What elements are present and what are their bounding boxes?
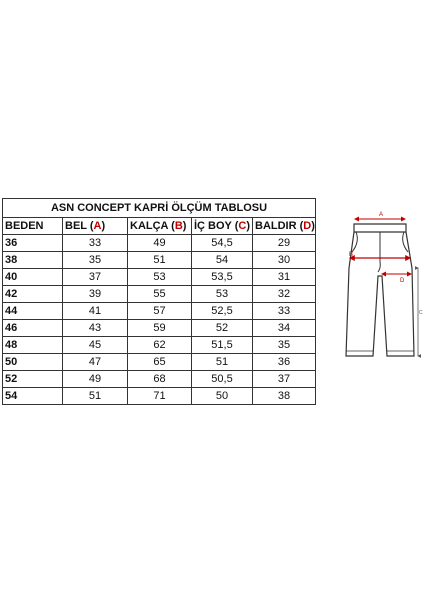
measurement-cell: 33 — [63, 235, 128, 252]
label-d: D — [400, 278, 405, 284]
measurement-cell: 47 — [63, 354, 128, 371]
size-cell: 50 — [3, 354, 63, 371]
measurement-cell: 35 — [253, 337, 316, 354]
table-title: ASN CONCEPT KAPRİ ÖLÇÜM TABLOSU — [3, 199, 316, 218]
label-b: B — [349, 252, 354, 258]
measurement-cell: 50,5 — [192, 371, 253, 388]
measurement-cell: 52 — [192, 320, 253, 337]
measurement-cell: 49 — [128, 235, 192, 252]
header-kalca: KALÇA (B) — [128, 218, 192, 235]
measurement-cell: 37 — [253, 371, 316, 388]
size-cell: 52 — [3, 371, 63, 388]
table-row — [3, 371, 316, 388]
size-cell: 42 — [3, 286, 63, 303]
size-cell: 46 — [3, 320, 63, 337]
table-row — [3, 354, 316, 371]
measurement-cell: 51 — [128, 252, 192, 269]
measurement-cell: 53 — [128, 269, 192, 286]
measurement-cell: 53 — [192, 286, 253, 303]
measurement-cell: 62 — [128, 337, 192, 354]
size-cell: 44 — [3, 303, 63, 320]
measurement-cell: 43 — [63, 320, 128, 337]
size-cell: 38 — [3, 252, 63, 269]
measurement-cell: 31 — [253, 269, 316, 286]
table-row — [3, 269, 316, 286]
measurement-cell: 30 — [253, 252, 316, 269]
label-c: C — [419, 310, 423, 316]
table-row — [3, 252, 316, 269]
table-body — [3, 235, 316, 405]
measurement-cell: 38 — [253, 388, 316, 405]
measurement-cell: 54 — [192, 252, 253, 269]
capri-pants-diagram — [338, 206, 424, 378]
measurement-cell: 59 — [128, 320, 192, 337]
measurement-cell: 37 — [63, 269, 128, 286]
header-beden: BEDEN — [3, 218, 63, 235]
measurement-cell: 29 — [253, 235, 316, 252]
header-bel: BEL (A) — [63, 218, 128, 235]
header-ic-boy: İÇ BOY (C) — [192, 218, 253, 235]
table-row — [3, 286, 316, 303]
measurement-cell: 33 — [253, 303, 316, 320]
header-baldir: BALDIR (D) — [253, 218, 316, 235]
measurement-cell: 71 — [128, 388, 192, 405]
size-cell: 48 — [3, 337, 63, 354]
measurement-cell: 65 — [128, 354, 192, 371]
table-title-row — [3, 199, 316, 218]
measurement-cell: 68 — [128, 371, 192, 388]
measurement-cell: 35 — [63, 252, 128, 269]
measurement-cell: 34 — [253, 320, 316, 337]
pants-waistband — [354, 224, 406, 232]
size-cell: 40 — [3, 269, 63, 286]
measurement-cell: 52,5 — [192, 303, 253, 320]
size-cell: 36 — [3, 235, 63, 252]
measurement-cell: 32 — [253, 286, 316, 303]
table-row — [3, 303, 316, 320]
measurement-cell: 50 — [192, 388, 253, 405]
measurement-cell: 49 — [63, 371, 128, 388]
table-row — [3, 388, 316, 405]
measurement-cell: 51 — [192, 354, 253, 371]
measurement-cell: 41 — [63, 303, 128, 320]
measurement-cell: 45 — [63, 337, 128, 354]
measurement-cell: 51,5 — [192, 337, 253, 354]
measurement-cell: 51 — [63, 388, 128, 405]
measurement-cell: 57 — [128, 303, 192, 320]
label-a: A — [379, 212, 384, 218]
pants-fly — [378, 232, 380, 272]
table-row — [3, 235, 316, 252]
measurement-cell: 54,5 — [192, 235, 253, 252]
table-row — [3, 337, 316, 354]
measurement-cell: 53,5 — [192, 269, 253, 286]
table-row — [3, 320, 316, 337]
table-header-row — [3, 218, 316, 235]
measurement-cell: 39 — [63, 286, 128, 303]
size-cell: 54 — [3, 388, 63, 405]
size-chart-table — [2, 198, 316, 405]
measurement-cell: 36 — [253, 354, 316, 371]
measurement-cell: 55 — [128, 286, 192, 303]
